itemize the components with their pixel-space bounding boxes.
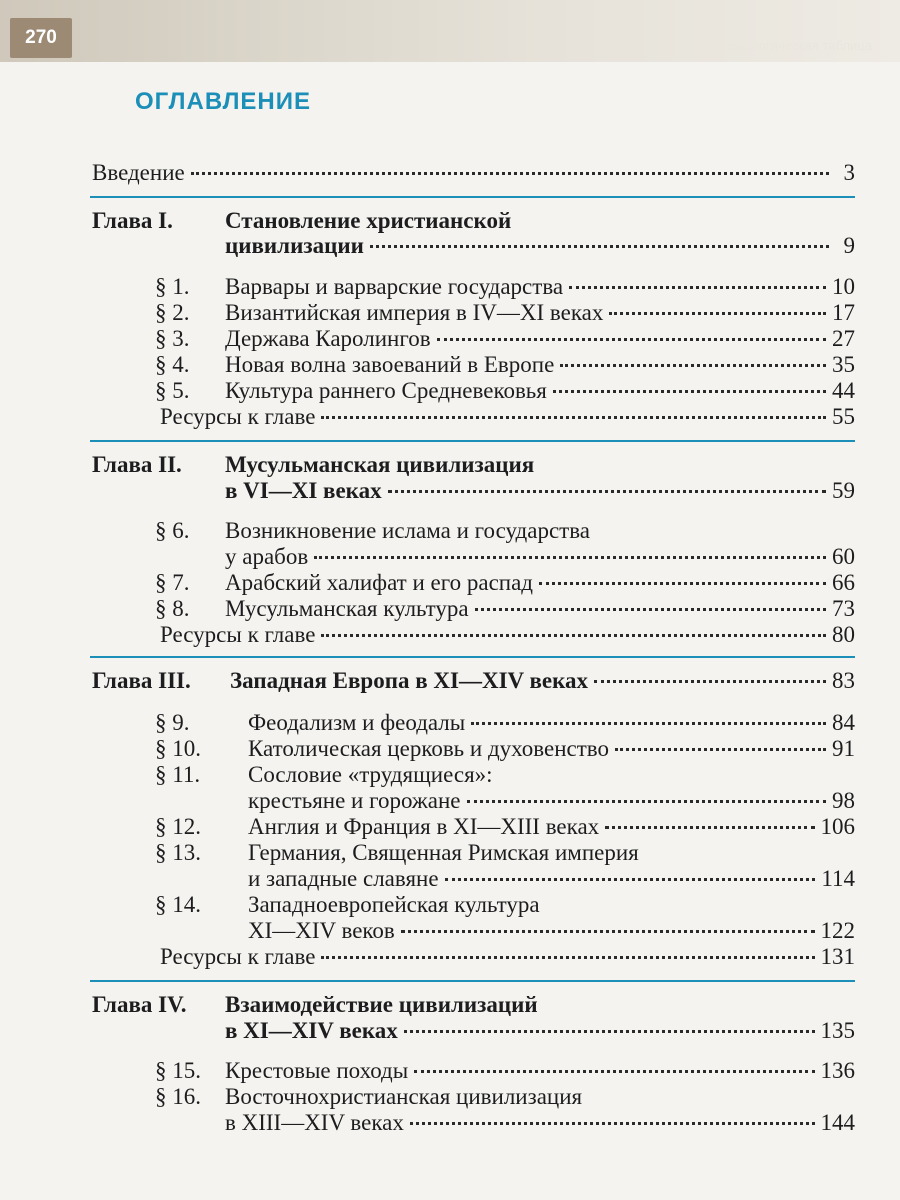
chapter-separator <box>90 196 855 198</box>
toc-chapter-1[interactable] <box>225 233 855 258</box>
page-number-tab: 270 <box>10 18 72 58</box>
toc-entry-page: 3 <box>843 160 855 185</box>
toc-chapter-3[interactable] <box>230 668 855 693</box>
section-title: Феодализм и феодалы <box>248 710 466 735</box>
chapter-separator <box>90 440 855 442</box>
resources-label: Ресурсы к главе <box>160 944 316 969</box>
section-title: Арабский халифат и его распад <box>225 570 533 595</box>
toc-entry-page: 136 <box>820 1058 855 1083</box>
section-title: Католическая церковь и духовенство <box>248 736 610 761</box>
toc-entry-page: 60 <box>832 544 855 569</box>
resources-label: Ресурсы к главе <box>160 622 316 647</box>
dot-leader <box>414 1070 814 1073</box>
toc-entry-page: 73 <box>832 596 855 621</box>
toc-entry-page: 131 <box>820 944 855 969</box>
toc-entry-page: 83 <box>832 668 855 693</box>
toc-section-12[interactable] <box>248 814 855 839</box>
toc-chapter-4[interactable] <box>225 1018 855 1043</box>
dot-leader <box>471 722 826 725</box>
toc-chapter-2[interactable] <box>225 478 855 503</box>
chapter-title-line[interactable]: Мусульманская цивилизация <box>225 452 535 477</box>
section-number: § 2. <box>155 300 190 325</box>
section-title-continued: в XIII—XIV веках <box>225 1110 404 1135</box>
dot-leader <box>445 878 816 881</box>
toc-section-16[interactable] <box>225 1110 855 1135</box>
dot-leader <box>615 748 826 751</box>
toc-entry-page: 91 <box>832 736 855 761</box>
dot-leader <box>475 608 826 611</box>
section-number: § 3. <box>155 326 190 351</box>
section-number: § 7. <box>155 570 190 595</box>
section-title[interactable]: Восточнохристианская цивилизация <box>225 1084 583 1109</box>
toc-entry-page: 27 <box>832 326 855 351</box>
dot-leader <box>321 634 826 637</box>
toc-entry-page: 144 <box>820 1110 855 1135</box>
section-number: § 9. <box>155 710 190 735</box>
section-title[interactable]: Германия, Священная Римская империя <box>248 840 639 865</box>
section-number: § 11. <box>155 762 201 787</box>
section-number: § 10. <box>155 736 201 761</box>
section-title: Культура раннего Средневековья <box>225 378 547 403</box>
toc-entry-page: 122 <box>820 918 855 943</box>
chapter-separator <box>90 980 855 982</box>
toc-section-10[interactable] <box>248 736 855 761</box>
dot-leader <box>539 582 826 585</box>
dot-leader <box>467 800 826 803</box>
chapter-title-line: в XI—XIV веках <box>225 1018 398 1043</box>
chapter-number: Глава II. <box>92 452 182 477</box>
section-number: § 13. <box>155 840 201 865</box>
toc-section-14[interactable] <box>248 918 855 943</box>
section-number: § 4. <box>155 352 190 377</box>
running-title: Хронологическая таблица <box>714 38 872 53</box>
dot-leader <box>191 172 829 175</box>
dot-leader <box>594 680 826 683</box>
section-title-continued: и западные славяне <box>248 866 439 891</box>
chapter-title-line: Западная Европа в XI—XIV веках <box>230 668 588 693</box>
section-title: Крестовые походы <box>225 1058 409 1083</box>
dot-leader <box>605 826 814 829</box>
chapter-number: Глава III. <box>92 668 191 693</box>
toc-section-5[interactable] <box>225 378 855 403</box>
section-title[interactable]: Возникновение ислама и государства <box>225 518 590 543</box>
toc-entry-page: 98 <box>832 788 855 813</box>
toc-resources-2[interactable] <box>160 622 855 647</box>
section-title: Новая волна завоеваний в Европе <box>225 352 555 377</box>
dot-leader <box>569 286 826 289</box>
toc-entry-label: Введение <box>92 160 185 185</box>
toc-title: ОГЛАВЛЕНИЕ <box>135 88 312 115</box>
toc-section-11[interactable] <box>248 788 855 813</box>
dot-leader <box>321 956 814 959</box>
section-number: § 6. <box>155 518 190 543</box>
toc-entry-page: 106 <box>820 814 855 839</box>
dot-leader <box>609 312 826 315</box>
toc-section-4[interactable] <box>225 352 855 377</box>
toc-entry-page: 55 <box>832 404 855 429</box>
chapter-separator <box>90 656 855 658</box>
section-title: Византийская империя в IV—XI веках <box>225 300 604 325</box>
chapter-title-line: в VI—XI веках <box>225 478 382 503</box>
toc-entry-page: 84 <box>832 710 855 735</box>
dot-leader <box>388 490 826 493</box>
section-number: § 12. <box>155 814 201 839</box>
chapter-title-line[interactable]: Взаимодействие цивилизаций <box>225 992 538 1017</box>
chapter-number: Глава I. <box>92 208 173 233</box>
section-title: Держава Каролингов <box>225 326 431 351</box>
dot-leader <box>321 416 826 419</box>
toc-entry-page: 80 <box>832 622 855 647</box>
toc-entry-page: 59 <box>832 478 855 503</box>
dot-leader <box>553 390 826 393</box>
toc-section-13[interactable] <box>248 866 855 891</box>
toc-section-9[interactable] <box>248 710 855 735</box>
section-number: § 5. <box>155 378 190 403</box>
toc-section-8[interactable] <box>225 596 855 621</box>
toc-entry-page: 35 <box>832 352 855 377</box>
section-title[interactable]: Сословие «трудящиеся»: <box>248 762 493 787</box>
section-title-continued: XI—XIV веков <box>248 918 395 943</box>
resources-label: Ресурсы к главе <box>160 404 316 429</box>
toc-section-7[interactable] <box>225 570 855 595</box>
toc-entry-intro[interactable] <box>92 160 855 185</box>
chapter-title-line: цивилизации <box>225 233 364 258</box>
section-title: Мусульманская культура <box>225 596 469 621</box>
dot-leader <box>404 1030 815 1033</box>
section-title: Варвары и варварские государства <box>225 274 564 299</box>
toc-section-3[interactable] <box>225 326 855 351</box>
toc-entry-page: 135 <box>820 1018 855 1043</box>
toc-resources-1[interactable] <box>160 404 855 429</box>
chapter-title-line[interactable]: Становление христианской <box>225 208 512 233</box>
dot-leader <box>437 338 826 341</box>
toc-section-1[interactable] <box>225 274 855 299</box>
section-title-continued: у арабов <box>225 544 309 569</box>
section-number: § 8. <box>155 596 190 621</box>
chapter-number: Глава IV. <box>92 992 187 1017</box>
dot-leader <box>314 556 826 559</box>
toc-section-6[interactable] <box>225 544 855 569</box>
dot-leader <box>410 1122 815 1125</box>
section-title[interactable]: Западноевропейская культура <box>248 892 540 917</box>
toc-entry-page: 17 <box>832 300 855 325</box>
toc-entry-page: 66 <box>832 570 855 595</box>
toc-entry-page: 114 <box>821 866 855 891</box>
dot-leader <box>370 245 829 248</box>
dot-leader <box>560 364 826 367</box>
toc-resources-3[interactable] <box>160 944 855 969</box>
section-title-continued: крестьяне и горожане <box>248 788 461 813</box>
section-number: § 15. <box>155 1058 201 1083</box>
toc-entry-page: 44 <box>832 378 855 403</box>
dot-leader <box>401 930 815 933</box>
toc-section-15[interactable] <box>225 1058 855 1083</box>
toc-entry-page: 9 <box>843 233 855 258</box>
toc-section-2[interactable] <box>225 300 855 325</box>
section-title: Англия и Франция в XI—XIII веках <box>248 814 600 839</box>
section-number: § 16. <box>155 1084 201 1109</box>
toc-entry-page: 10 <box>832 274 855 299</box>
section-number: § 14. <box>155 892 201 917</box>
section-number: § 1. <box>155 274 190 299</box>
